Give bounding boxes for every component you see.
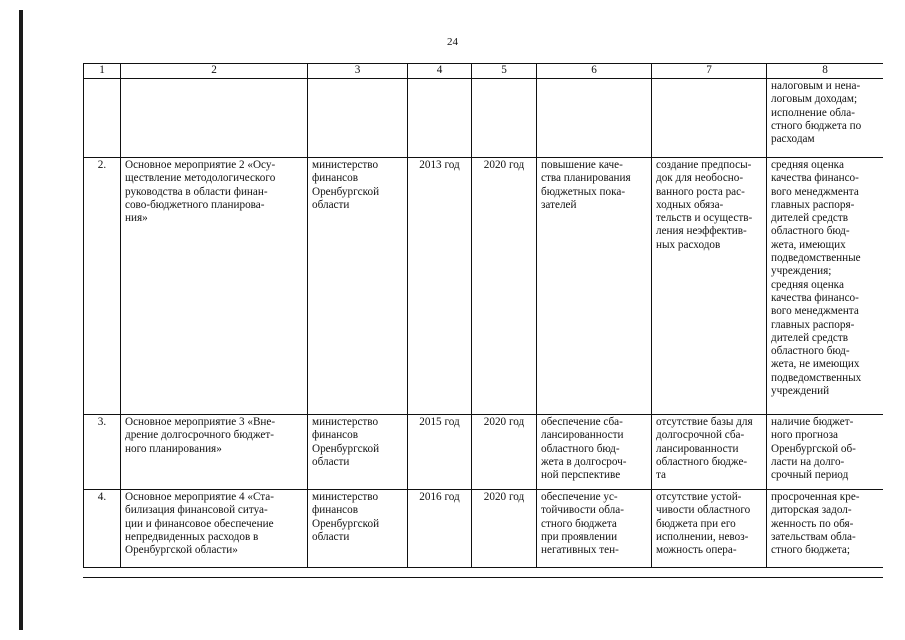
cell-text-line: ного планирования» <box>125 442 222 455</box>
cell-text-line: министерство <box>312 416 379 428</box>
cell-text-line: финансов <box>312 172 359 185</box>
cell-text-line: тойчивости обла- <box>541 504 624 517</box>
cell-text-line: налоговым и нена- <box>771 80 861 92</box>
cell-text-line: подведомственные <box>771 252 861 265</box>
cell-text-line: Оренбургской <box>312 517 380 530</box>
start-year-cell: 2015 год <box>408 415 472 490</box>
cell-text-line: жета, имеющих <box>771 238 846 251</box>
cell-text-line: ванного роста рас- <box>656 185 745 198</box>
cell-text-line: ного прогноза <box>771 429 839 442</box>
cell-text-line: министерство <box>312 491 379 503</box>
cell-text-line: жета, не имеющих <box>771 358 860 371</box>
page-number: 24 <box>447 36 458 48</box>
cell-text-line: создание предпосы- <box>656 159 752 171</box>
column-header: 3 <box>308 64 408 79</box>
cell-text-line: та <box>656 469 666 482</box>
cell-text-line: главных распоря- <box>771 318 855 331</box>
column-header: 1 <box>84 64 121 79</box>
column-header: 8 <box>767 64 884 79</box>
expected-result-cell <box>537 158 652 415</box>
cell-text-line: Основное мероприятие 2 «Осу- <box>125 159 276 171</box>
expected-result-cell <box>537 415 652 490</box>
cell-text-line: средняя оценка <box>771 159 844 171</box>
cell-text-line: отсутствие базы для <box>656 416 753 428</box>
cell-text-line: лансированности <box>541 429 624 442</box>
indicators-cell <box>767 158 884 415</box>
end-year-cell: 2020 год <box>472 490 537 568</box>
cell-text-line: министерство <box>312 159 379 171</box>
cell-text-line: области <box>312 198 350 211</box>
indicators-cell <box>767 490 884 568</box>
row-number-cell: 2. <box>84 158 121 415</box>
binding-edge-line <box>19 10 23 630</box>
cell-text-line: финансов <box>312 504 359 517</box>
cell-text-line: ществление методологического <box>125 172 276 185</box>
cell-text-line: стного бюджета <box>541 517 617 530</box>
table-container <box>83 63 883 578</box>
end-year-cell: 2020 год <box>472 158 537 415</box>
cell-text-line: жета в долгосроч- <box>541 455 627 468</box>
cell-text-line: отсутствие устой- <box>656 491 742 503</box>
row-number-cell: 3. <box>84 415 121 490</box>
cell-text-line: диторская задол- <box>771 504 852 517</box>
column-header: 6 <box>537 64 652 79</box>
measures-table <box>83 63 883 568</box>
cell-text-line: главных распоря- <box>771 198 855 211</box>
cell-text-line: можность опера- <box>656 544 737 557</box>
cell-text-line: док для необосно- <box>656 172 744 185</box>
indicators-cell <box>767 415 884 490</box>
cell-text-line: вого менеджмента <box>771 305 859 318</box>
cell-text-line: логовым доходам; <box>771 93 858 106</box>
cell-text-line: исполнении, невоз- <box>656 530 749 543</box>
cell-text-line: областного бюд- <box>771 225 850 238</box>
cell-text-line: тельств и осуществ- <box>656 212 753 225</box>
column-header: 5 <box>472 64 537 79</box>
cell-text-line: билизация финансовой ситуа- <box>125 504 268 517</box>
row-number-cell <box>84 79 121 158</box>
cell-text-line: ной перспективе <box>541 469 621 482</box>
start-year-cell: 2013 год <box>408 158 472 415</box>
cell-text-line: ласти на долго- <box>771 455 845 468</box>
cell-text-line: качества финансо- <box>771 172 859 185</box>
cell-text-line: сово-бюджетного планирова- <box>125 198 265 211</box>
cell-text-line: расходам <box>771 133 815 146</box>
cell-text-line: ления неэффектив- <box>656 225 747 238</box>
cell-text-line: области <box>312 530 350 543</box>
event-name-cell <box>121 79 308 158</box>
cell-text-line: учреждения; <box>771 265 832 278</box>
cell-text-line: области <box>312 455 350 468</box>
cell-text-line: стного бюджета; <box>771 544 850 557</box>
consequences-cell <box>652 415 767 490</box>
table-row <box>84 490 884 568</box>
consequences-cell <box>652 490 767 568</box>
table-row <box>84 79 884 158</box>
cell-text-line: чивости областного <box>656 504 751 517</box>
cell-text-line: обеспечение сба- <box>541 416 623 428</box>
event-name-cell <box>121 158 308 415</box>
cell-text-line: Основное мероприятие 3 «Вне- <box>125 416 276 428</box>
cell-text-line: учреждений <box>771 385 830 398</box>
column-header: 7 <box>652 64 767 79</box>
cell-text-line: стного бюджета по <box>771 119 862 132</box>
column-header: 4 <box>408 64 472 79</box>
cell-text-line: дителей средств <box>771 212 849 225</box>
cell-text-line: ходных обяза- <box>656 198 724 211</box>
event-name-cell <box>121 490 308 568</box>
header-row <box>84 64 884 79</box>
expected-result-cell <box>537 79 652 158</box>
cell-text-line: исполнение обла- <box>771 106 855 119</box>
executor-cell <box>308 79 408 158</box>
cell-text-line: ния» <box>125 212 148 225</box>
start-year-cell: 2016 год <box>408 490 472 568</box>
cell-text-line: дрение долгосрочного бюджет- <box>125 429 274 442</box>
end-year-cell: 2020 год <box>472 415 537 490</box>
table-row <box>84 415 884 490</box>
cell-text-line: ции и финансовое обеспечение <box>125 517 274 530</box>
cell-text-line: областного бюдже- <box>656 455 748 468</box>
cell-text-line: обеспечение ус- <box>541 491 618 503</box>
cell-text-line: руководства в области финан- <box>125 185 268 198</box>
end-year-cell <box>472 79 537 158</box>
cell-text-line: средняя оценка <box>771 278 844 291</box>
indicators-cell <box>767 79 884 158</box>
cell-text-line: бюджета при его <box>656 517 736 530</box>
row-number-cell: 4. <box>84 490 121 568</box>
cell-text-line: лансированности <box>656 442 739 455</box>
cell-text-line: Оренбургской области» <box>125 544 238 557</box>
cell-text-line: областного бюд- <box>771 345 850 358</box>
cell-text-line: дителей средств <box>771 331 849 344</box>
cell-text-line: повышение каче- <box>541 159 623 171</box>
cell-text-line: финансов <box>312 429 359 442</box>
cell-text-line: бюджетных пока- <box>541 185 626 198</box>
cell-text-line: Оренбургской об- <box>771 442 856 455</box>
cell-text-line: областного бюд- <box>541 442 620 455</box>
cell-text-line: просроченная кре- <box>771 491 860 503</box>
cell-text-line: негативных тен- <box>541 544 619 557</box>
cell-text-line: Оренбургской <box>312 442 380 455</box>
cell-text-line: вого менеджмента <box>771 185 859 198</box>
cell-text-line: при проявлении <box>541 530 618 543</box>
cell-text-line: ных расходов <box>656 238 721 251</box>
cell-text-line: Основное мероприятие 4 «Ста- <box>125 491 274 503</box>
cell-text-line: ства планирования <box>541 172 631 185</box>
cell-text-line: долгосрочной сба- <box>656 429 745 442</box>
executor-cell <box>308 490 408 568</box>
cell-text-line: качества финансо- <box>771 291 859 304</box>
start-year-cell <box>408 79 472 158</box>
cell-text-line: подведомственных <box>771 371 862 384</box>
cell-text-line: женность по обя- <box>771 517 854 530</box>
cell-text-line: наличие бюджет- <box>771 416 854 428</box>
consequences-cell <box>652 158 767 415</box>
cell-text-line: непредвиденных расходов в <box>125 530 259 543</box>
cell-text-line: Оренбургской <box>312 185 380 198</box>
table-row <box>84 158 884 415</box>
consequences-cell <box>652 79 767 158</box>
cell-text-line: срочный период <box>771 469 849 482</box>
executor-cell <box>308 415 408 490</box>
column-header: 2 <box>121 64 308 79</box>
cell-text-line: зательствам обла- <box>771 530 856 543</box>
event-name-cell <box>121 415 308 490</box>
expected-result-cell <box>537 490 652 568</box>
executor-cell <box>308 158 408 415</box>
cell-text-line: зателей <box>541 198 577 211</box>
table-body <box>84 79 884 568</box>
